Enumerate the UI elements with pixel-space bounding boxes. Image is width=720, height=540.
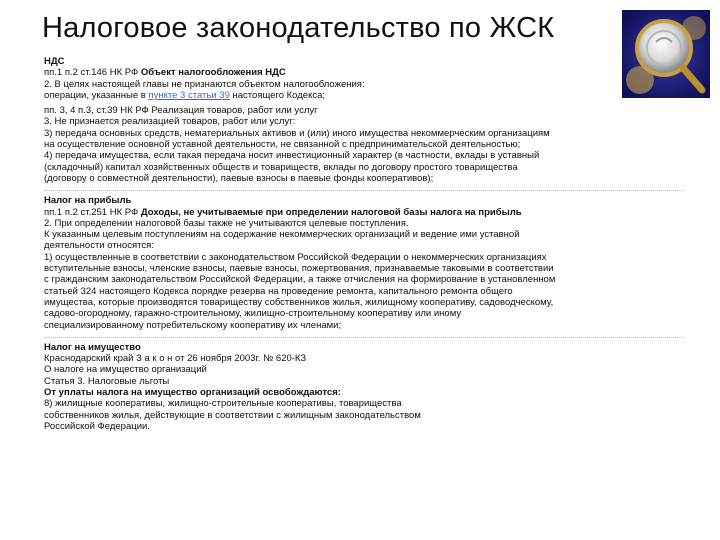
property-line: Краснодарский край З а к о н от 26 ноября 2003г. № 620-КЗ [44, 353, 307, 365]
profit-line: имущества, которые производятся товариществу собственников жилья, жилищному кооперативу, садоводческому, [44, 296, 554, 308]
vat-line: (договору о совместной деятельности), паевые взносы в паевые фонды кооперативов); [44, 172, 434, 184]
vat-line: 4) передача имущества, если такая передача носит инвестиционный характер (в частности, вклады в уставный [44, 150, 540, 162]
vat-ref: пп.1 п.2 ст.146 НК РФ [44, 67, 139, 79]
vat-text: операции, указанные в [44, 89, 149, 101]
property-exemption-heading: От уплаты налога на имущество организаций освобождаются: [44, 387, 341, 399]
profit-line: садово-огородному, гаражно-строительному, жилищно-строительному кооперативу или иному [44, 308, 462, 320]
profit-line: 1) осуществленные в соответствии с законодательством Российской Федерации о некоммерческих организациях [44, 251, 547, 263]
vat-heading: НДС [44, 56, 65, 67]
profit-reference [44, 207, 684, 218]
vat-section [44, 56, 684, 184]
profit-line: вступительные взносы, членские взносы, паевые взносы, пожертвования, признаваемые таковыми в соответствии [44, 263, 554, 275]
property-line: О налоге на имущество организаций [44, 364, 207, 376]
profit-heading: Налог на прибыль [44, 195, 132, 207]
profit-ref: пп.1 п.2 ст.251 НК РФ [44, 206, 139, 218]
vat-reference [44, 67, 684, 78]
document-body [44, 56, 684, 432]
profit-section [44, 190, 684, 331]
vat-line: на осуществление основной уставной деятельности, не связанной с предпринимательской деятельностью; [44, 139, 521, 151]
vat-line: (складочный) капитал хозяйственных обществ и товариществ, вклады по договору простого товарищества [44, 161, 518, 173]
article-39-link[interactable]: пункте 3 статьи 39 [148, 89, 230, 101]
property-line: Статья 3. Налоговые льготы [44, 375, 170, 387]
page-title: Налоговое законодательство по ЖСК [42, 12, 555, 44]
profit-line: с гражданским законодательством Российской Федерации, а также отчисления на формирование в установленном [44, 274, 556, 286]
property-heading: Налог на имущество [44, 341, 141, 353]
vat-paragraph-line [44, 90, 684, 101]
profit-line: К указанным целевым поступлениям на содержание некоммерческих организаций и ведение ими уставной [44, 229, 520, 241]
vat-text: настоящего Кодекса; [229, 89, 326, 101]
profit-line: статьей 324 настоящего Кодекса порядке резерва на проведение ремонта, капитального ремонта общего [44, 285, 513, 297]
property-tail-line: Российской Федерации. [44, 420, 150, 432]
property-tail-line: собственников жилья, действующие в соответствии с жилищным законодательством [44, 409, 421, 421]
vat-ref-title: Объект налогообложения НДС [140, 67, 286, 79]
property-tail-line: 8) жилищные кооперативы, жилищно-строительные кооперативы, товарищества [44, 398, 402, 410]
vat-line: 3. Не признается реализацией товаров, работ или услуг: [44, 116, 296, 128]
vat-paragraph-line: 2. В целях настоящей главы не признаются объектом налогообложения: [44, 78, 365, 90]
profit-line: деятельности относятся: [44, 240, 154, 252]
profit-line: специализированному потребительскому кооперативу их членами; [44, 319, 342, 331]
property-section [44, 337, 684, 432]
profit-ref-title: Доходы, не учитываемые при определении налоговой базы налога на прибыль [140, 206, 522, 218]
profit-line: 2. При определении налоговой базы также не учитываются целевые поступления. [44, 217, 409, 229]
vat-line: пп. 3, 4 п.3, ст.39 НК РФ Реализация товаров, работ или услуг [44, 105, 318, 117]
vat-line: 3) передача основных средств, нематериальных активов и (или) иного имущества некоммерческим организациям [44, 127, 550, 139]
